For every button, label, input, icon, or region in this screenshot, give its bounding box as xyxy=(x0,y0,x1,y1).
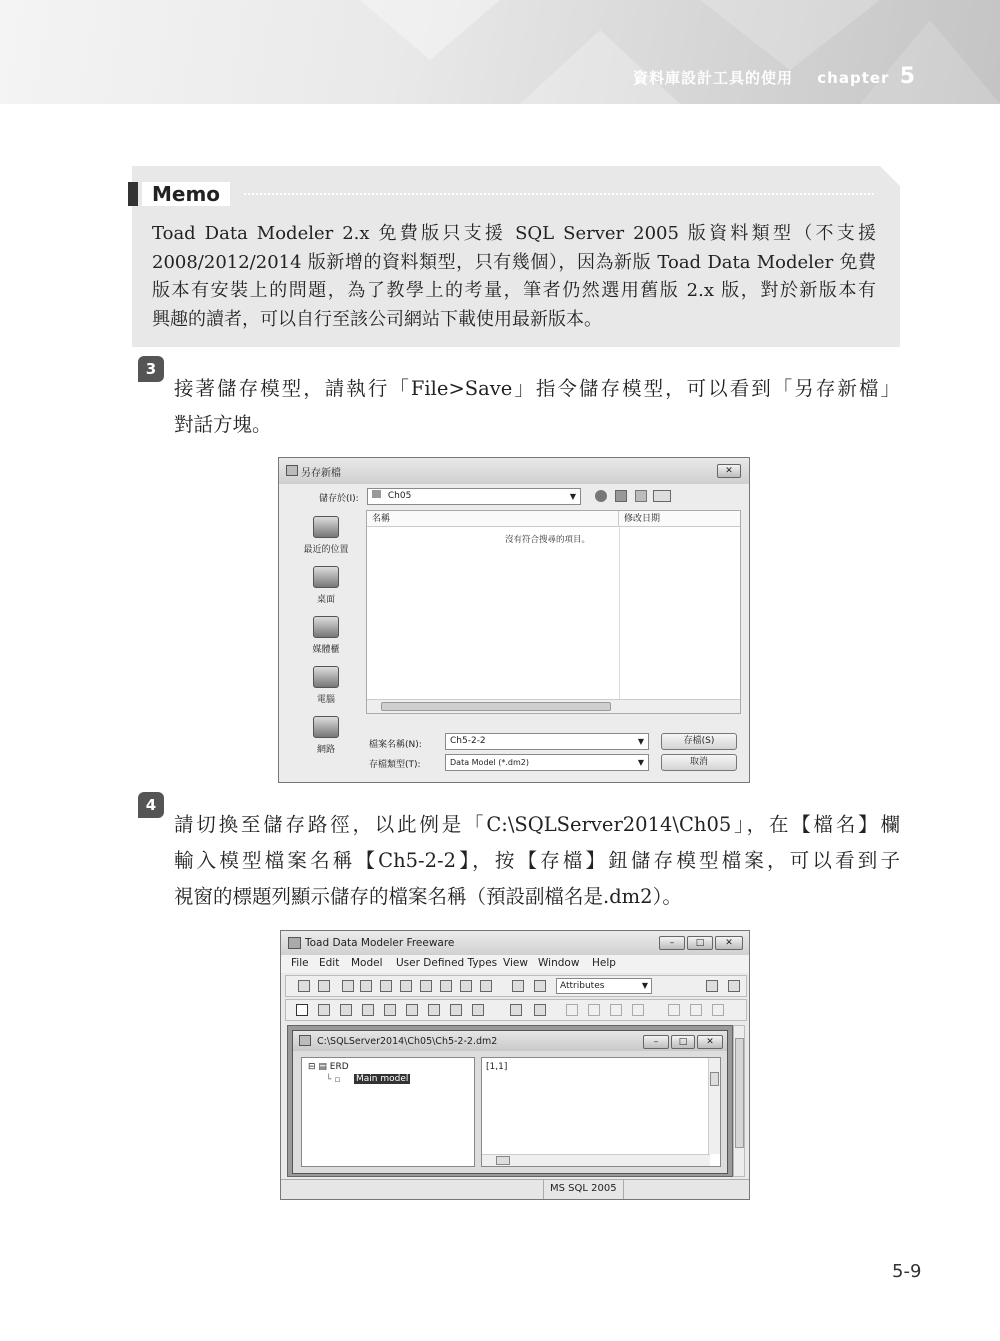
app-title: Toad Data Modeler Freeware xyxy=(305,937,455,949)
step-3-text xyxy=(174,371,900,443)
maximize-icon[interactable]: □ xyxy=(671,1035,695,1049)
align-right-icon[interactable] xyxy=(610,1004,622,1016)
child-title: C:\SQLServer2014\Ch05\Ch5-2-2.dm2 xyxy=(317,1036,498,1047)
memo-divider xyxy=(244,193,874,195)
close-icon[interactable]: ✕ xyxy=(697,1035,723,1049)
close-icon[interactable]: ✕ xyxy=(715,936,743,950)
dialog-title: 另存新檔 xyxy=(301,468,341,479)
copy-icon[interactable] xyxy=(400,980,412,992)
memo-box xyxy=(132,166,900,347)
place-network[interactable]: 網路 xyxy=(287,716,365,755)
new-icon[interactable] xyxy=(298,980,310,992)
step-4-badge: 4 xyxy=(138,792,164,818)
page-number: 5-9 xyxy=(892,1261,922,1282)
entity-icon[interactable] xyxy=(318,1004,330,1016)
save-in-value: Ch05 xyxy=(387,491,412,501)
diagram-canvas[interactable] xyxy=(481,1057,721,1167)
menu-user-defined-types[interactable]: User Defined Types xyxy=(396,957,498,969)
relation-mn-icon[interactable] xyxy=(406,1004,418,1016)
view-icon[interactable] xyxy=(428,1004,440,1016)
step-line: 對話方塊。 xyxy=(174,413,272,436)
model-child-window xyxy=(292,1030,728,1174)
attributes-combo[interactable]: Attributes ▼ xyxy=(556,978,652,994)
scroll-thumb[interactable] xyxy=(735,1038,744,1148)
desktop-icon xyxy=(313,566,339,588)
place-computer[interactable]: 電腦 xyxy=(287,666,365,705)
format-icon[interactable] xyxy=(668,1004,680,1016)
network-icon xyxy=(313,716,339,738)
up-folder-icon[interactable] xyxy=(615,490,627,502)
align-left-icon[interactable] xyxy=(566,1004,578,1016)
scroll-thumb[interactable] xyxy=(381,702,611,711)
view-menu-icon[interactable] xyxy=(653,490,671,502)
menu-window[interactable]: Window xyxy=(538,957,580,969)
note-icon[interactable] xyxy=(450,1004,462,1016)
pointer-icon[interactable] xyxy=(296,1004,308,1016)
file-list[interactable] xyxy=(366,510,741,714)
step-line: 接著儲存模型，請執行「File>Save」指令儲存模型，可以看到「另存新檔」 xyxy=(174,377,900,400)
save-icon[interactable] xyxy=(342,980,354,992)
step-3-badge: 3 xyxy=(138,356,164,382)
canvas-horizontal-scrollbar[interactable] xyxy=(482,1154,710,1166)
places-bar xyxy=(287,510,365,760)
cancel-button[interactable]: 取消 xyxy=(661,754,737,771)
verify-icon[interactable] xyxy=(480,980,492,992)
paste-icon[interactable] xyxy=(420,980,432,992)
back-icon[interactable] xyxy=(595,490,607,502)
tree-node-main-model[interactable]: Main model xyxy=(356,1074,409,1084)
memo-line: Toad Data Modeler 2.x 免費版只支援 SQL Server 2005 版資料類型（不支援 xyxy=(152,223,876,244)
close-icon[interactable]: ✕ xyxy=(717,464,741,478)
layout-icon[interactable] xyxy=(512,980,524,992)
new-folder-icon[interactable] xyxy=(635,490,647,502)
page-icon[interactable] xyxy=(712,1004,724,1016)
filename-label: 檔案名稱(N): xyxy=(369,740,422,750)
folder-icon xyxy=(372,490,381,498)
app-icon xyxy=(288,937,301,949)
recent-places-icon xyxy=(313,516,339,538)
dialog-app-icon xyxy=(286,465,298,476)
chevron-down-icon: ▼ xyxy=(569,492,576,501)
cut-icon[interactable] xyxy=(380,980,392,992)
scissors-icon[interactable] xyxy=(690,1004,702,1016)
maximize-icon[interactable]: □ xyxy=(687,936,713,950)
column-header-date[interactable]: 修改日期 xyxy=(619,511,740,527)
step-line: 視窗的標題列顯示儲存的檔案名稱（預設副檔名是.dm2）。 xyxy=(174,885,682,908)
memo-text xyxy=(152,220,876,334)
chevron-down-icon: ▼ xyxy=(637,737,644,746)
memo-line: 2008/2012/2014 版新增的資料類型，只有幾個），因為新版 Toad Data Modeler 免費 xyxy=(152,251,876,273)
menu-bar xyxy=(281,955,749,973)
save-in-combo[interactable] xyxy=(367,488,581,505)
workspace-vertical-scrollbar[interactable] xyxy=(733,1025,745,1177)
scroll-thumb[interactable] xyxy=(710,1072,719,1086)
chapter-label: chapter xyxy=(817,69,890,87)
text-icon[interactable] xyxy=(472,1004,484,1016)
chapter-title: 資料庫設計工具的使用 xyxy=(633,69,794,87)
report-icon[interactable] xyxy=(460,980,472,992)
save-button[interactable]: 存檔(S) xyxy=(661,733,737,750)
status-db-version: MS SQL 2005 xyxy=(543,1180,624,1199)
grid-icon[interactable] xyxy=(534,980,546,992)
memo-line: 版本有安裝上的問題，為了教學上的考量，筆者仍然選用舊版 2.x 版，對於新版本有 xyxy=(152,280,876,301)
place-libraries[interactable]: 媒體櫃 xyxy=(287,616,365,655)
status-bar xyxy=(281,1179,749,1199)
filename-input[interactable]: Ch5-2-2 ▼ xyxy=(445,733,649,750)
place-desktop[interactable]: 桌面 xyxy=(287,566,365,605)
step-4-text xyxy=(174,807,900,915)
main-toolbar xyxy=(285,975,747,997)
model-tree[interactable] xyxy=(301,1057,475,1167)
menu-view[interactable]: View xyxy=(503,957,528,969)
menu-file[interactable]: File xyxy=(291,957,309,969)
step-line: 請切換至儲存路徑，以此例是「C:\SQLServer2014\Ch05」，在【檔名】欄 xyxy=(174,813,900,836)
calc-icon[interactable] xyxy=(728,980,740,992)
horizontal-scrollbar[interactable] xyxy=(367,699,740,713)
menu-edit[interactable]: Edit xyxy=(319,957,340,969)
canvas-coordinate: [1,1] xyxy=(486,1062,508,1072)
chapter-number: 5 xyxy=(899,64,916,89)
chapter-heading xyxy=(633,64,916,89)
menu-model[interactable]: Model xyxy=(351,957,383,969)
computer-icon xyxy=(313,666,339,688)
minimize-icon[interactable]: – xyxy=(643,1035,669,1049)
child-titlebar xyxy=(293,1031,727,1051)
filetype-select[interactable]: Data Model (*.dm2) ▼ xyxy=(445,754,649,771)
libraries-icon xyxy=(313,616,339,638)
dialog-titlebar xyxy=(279,458,749,484)
print-icon[interactable] xyxy=(360,980,372,992)
step-line: 輸入模型檔案名稱【Ch5-2-2】，按【存檔】鈕儲存模型檔案，可以看到子 xyxy=(174,849,900,872)
memo-bar xyxy=(128,182,138,206)
align-top-icon[interactable] xyxy=(632,1004,644,1016)
relation-nonidentifying-icon[interactable] xyxy=(384,1004,396,1016)
filetype-label: 存檔類型(T): xyxy=(369,760,421,770)
scroll-thumb[interactable] xyxy=(496,1156,510,1165)
tree-node-erd[interactable]: ⊟ ▤ ERD xyxy=(308,1062,349,1072)
align-center-icon[interactable] xyxy=(588,1004,600,1016)
relation-identifying-icon[interactable] xyxy=(362,1004,374,1016)
memo-line: 興趣的讀者，可以自行至該公司網站下載使用最新版本。 xyxy=(152,308,602,330)
page-header xyxy=(0,0,1000,104)
mdi-workspace xyxy=(287,1025,733,1177)
column-header-name[interactable]: 名稱 xyxy=(367,511,619,527)
place-recent[interactable]: 最近的位置 xyxy=(287,516,365,555)
preview-icon[interactable] xyxy=(534,1004,546,1016)
menu-help[interactable]: Help xyxy=(592,957,616,969)
relation-icon[interactable] xyxy=(340,1004,352,1016)
table-icon[interactable] xyxy=(706,980,718,992)
toad-app-window xyxy=(280,930,750,1200)
app-titlebar xyxy=(281,931,749,955)
save-as-dialog xyxy=(278,457,750,783)
canvas-vertical-scrollbar[interactable] xyxy=(708,1058,720,1154)
model-icon xyxy=(299,1035,311,1046)
generate-icon[interactable] xyxy=(440,980,452,992)
chevron-down-icon: ▼ xyxy=(641,981,648,990)
open-icon[interactable] xyxy=(318,980,330,992)
chevron-down-icon: ▼ xyxy=(637,758,644,767)
memo-title: Memo xyxy=(142,182,230,206)
tree-connector: └ ▫ xyxy=(326,1075,341,1085)
database-icon[interactable] xyxy=(510,1004,522,1016)
empty-message: 沒有符合搜尋的項目。 xyxy=(505,535,591,545)
save-in-label: 儲存於(I): xyxy=(319,494,359,504)
minimize-icon[interactable]: – xyxy=(659,936,685,950)
drawing-toolbar xyxy=(285,999,747,1021)
